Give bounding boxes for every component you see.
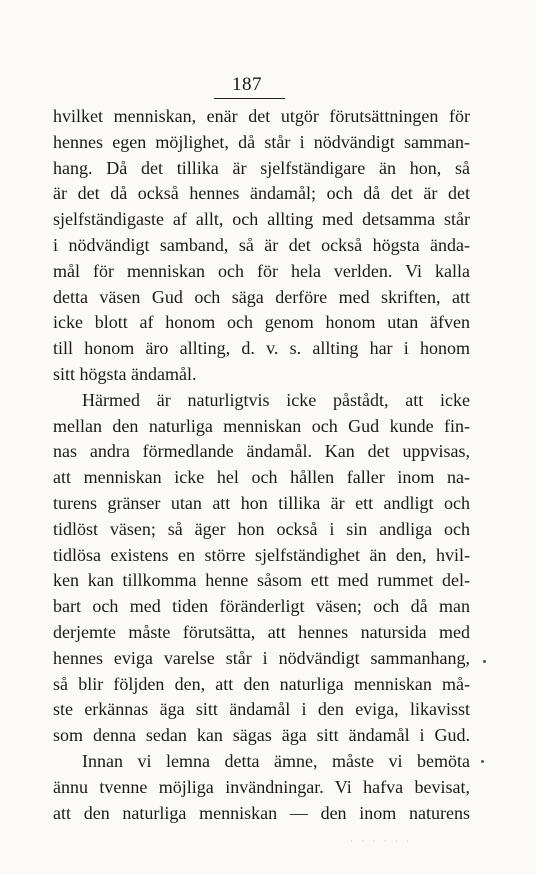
paper-specks: · · · · · ·: [350, 836, 413, 846]
text-line: som denna sedan kan sägas äga sitt ändamål i Gud.: [53, 725, 470, 746]
text-line: Innan vi lemna detta ämne, måste vi bemöta: [82, 750, 470, 771]
text-line: detta väsen Gud och säga derföre med skriften, att: [53, 286, 470, 307]
speck: [481, 760, 484, 763]
text-line: att menniskan icke hel och hållen faller inom na-: [53, 467, 470, 488]
text-line: ännu tvenne möjliga invändningar. Vi hafva bevisat,: [53, 776, 470, 797]
text-line: derjemte måste förutsätta, att hennes natursida med: [53, 621, 470, 642]
text-line: tidlösa existens en större sjelfständighet än den, hvil-: [53, 544, 470, 565]
text-line: turens gränser utan att hon tillika är ett andligt och: [53, 492, 470, 513]
text-line: mål för menniskan och för hela verlden. Vi kalla: [53, 260, 470, 281]
text-line: i nödvändigt samband, så är det också högsta ända-: [53, 234, 470, 255]
text-line: nas andra förmedlande ändamål. Kan det uppvisas,: [53, 441, 470, 462]
text-line: hang. Då det tillika är sjelfständigare än hon, så: [53, 157, 470, 178]
text-line: är det då också hennes ändamål; och då det är det: [53, 183, 470, 204]
text-line: sjelfständigaste af allt, och allting med detsamma står: [53, 209, 470, 230]
text-line: sitt högsta ändamål.: [53, 363, 197, 384]
text-line: mellan den naturliga menniskan och Gud kunde fin-: [53, 415, 470, 436]
header-rule: [214, 98, 285, 99]
text-line: hvilket menniskan, enär det utgör förutsättningen för: [53, 106, 470, 126]
page-number: 187: [232, 74, 262, 95]
body-text: [53, 104, 470, 826]
text-line: Härmed är naturligtvis icke påstådt, att icke: [82, 389, 470, 410]
text-line: hennes egen möjlighet, då står i nödvändigt samman-: [53, 131, 470, 152]
text-line: så blir följden den, att den naturliga menniskan må-: [53, 673, 470, 694]
text-line: till honom äro allting, d. v. s. allting har i honom: [53, 338, 470, 359]
text-line: att den naturliga menniskan — den inom naturens: [53, 802, 470, 823]
text-line: bart och med tiden föränderligt väsen; och då man: [53, 596, 470, 617]
text-line: tidlöst väsen; så äger hon också i sin andliga och: [53, 518, 470, 539]
text-line: icke blott af honom och genom honom utan äfven: [53, 312, 470, 333]
speck: [483, 660, 486, 663]
text-line: ken kan tillkomma henne såsom ett med rummet del-: [53, 570, 470, 591]
text-line: hennes eviga varelse står i nödvändigt sammanhang,: [53, 647, 470, 668]
text-line: ste erkännas äga sitt ändamål i den eviga, likavisst: [53, 699, 470, 720]
